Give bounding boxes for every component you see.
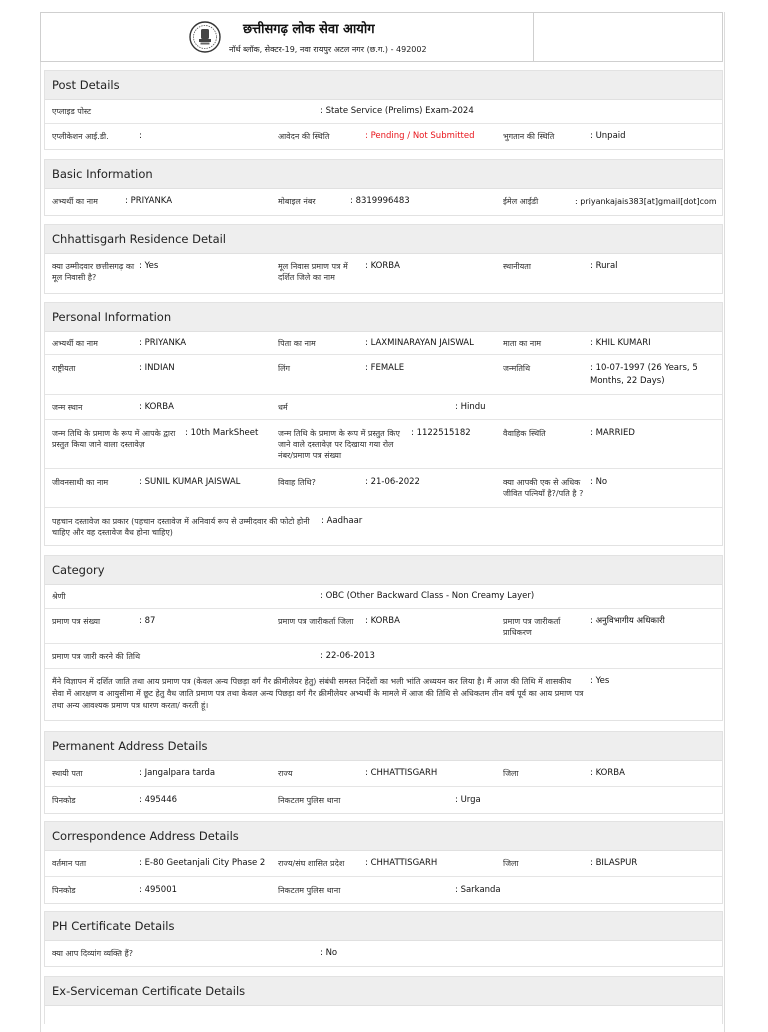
section-title: Category bbox=[52, 563, 105, 577]
table-row bbox=[45, 787, 722, 813]
certificate-issuer-label: प्रमाण पत्र जारीकर्ता प्राधिकरण bbox=[503, 617, 561, 637]
category-value: : OBC (Other Backward Class - Non Creamy Layer) bbox=[320, 591, 535, 601]
application-id-label: एप्लीकेशन आई.डी. bbox=[52, 132, 109, 141]
applied-post-value: : State Service (Prelims) Exam-2024 bbox=[320, 106, 474, 116]
table-row bbox=[45, 124, 722, 149]
header-divider bbox=[533, 13, 534, 61]
father-name-value: : LAXMINARAYAN JAISWAL bbox=[365, 338, 474, 348]
payment-status-label: भुगतान की स्थिति bbox=[503, 132, 555, 141]
religion-label: धर्म bbox=[278, 403, 288, 412]
locality-value: : Rural bbox=[590, 261, 618, 271]
section-title: Post Details bbox=[52, 78, 120, 92]
category-label: श्रेणी bbox=[52, 592, 66, 601]
post-details-section bbox=[44, 70, 723, 150]
org-name: छत्तीसगढ़ लोक सेवा आयोग bbox=[243, 22, 375, 37]
certificate-number-label: प्रमाण पत्र संख्या bbox=[52, 617, 101, 626]
issue-date-label: प्रमाण पत्र जारी करने की तिथि bbox=[52, 652, 141, 661]
section-title: Personal Information bbox=[52, 310, 172, 324]
section-header bbox=[45, 556, 722, 585]
marital-status-value: : MARRIED bbox=[590, 428, 635, 438]
religion-value: : Hindu bbox=[455, 402, 486, 412]
pincode-label: पिनकोड bbox=[52, 796, 76, 805]
mobile-label: मोबाइल नंबर bbox=[278, 197, 316, 206]
category-section bbox=[44, 555, 723, 721]
father-name-label: पिता का नाम bbox=[278, 339, 316, 348]
marriage-date-label: विवाह तिथि? bbox=[278, 478, 316, 487]
birthplace-label: जन्म स्थान bbox=[52, 403, 83, 412]
state-value: : CHHATTISGARH bbox=[365, 858, 438, 868]
residence-section bbox=[44, 224, 723, 294]
police-station-value: : Urga bbox=[455, 795, 481, 805]
section-title: Ex-Serviceman Certificate Details bbox=[52, 984, 246, 998]
nationality-value: : INDIAN bbox=[139, 363, 175, 373]
table-row bbox=[45, 644, 722, 669]
section-title: Chhattisgarh Residence Detail bbox=[52, 232, 227, 246]
permanent-address-section bbox=[44, 731, 723, 814]
candidate-name-value: : PRIYANKA bbox=[125, 196, 173, 206]
dob-proof-label: जन्म तिथि के प्रमाण के रूप में आपके द्वारा प्रस्तुत किया जाने वाला दस्तावेज़ bbox=[52, 429, 176, 449]
applied-post-label: एप्लाइड पोस्ट bbox=[52, 107, 92, 116]
section-header bbox=[45, 977, 722, 1006]
section-title: PH Certificate Details bbox=[52, 919, 175, 933]
spouse-name-label: जीवनसाथी का नाम bbox=[52, 478, 109, 487]
section-header bbox=[45, 732, 722, 761]
mother-name-label: माता का नाम bbox=[503, 339, 542, 348]
section-title: Basic Information bbox=[52, 167, 153, 181]
ph-certificate-section bbox=[44, 911, 723, 967]
current-address-value: : E-80 Geetanjali City Phase 2 bbox=[139, 858, 266, 868]
native-resident-value: : Yes bbox=[139, 261, 159, 271]
police-station-value: : Sarkanda bbox=[455, 885, 501, 895]
district-label: जिला bbox=[503, 859, 519, 868]
roll-number-label: जन्म तिथि के प्रमाण के रूप में प्रस्तुत किए जाने वाले दस्तावेज़ पर दिखाया गया रोल नंबर/प्रमाण पत्र संख्या bbox=[278, 429, 400, 460]
section-header bbox=[45, 71, 722, 100]
table-row bbox=[45, 850, 722, 877]
candidate-name-label: अभ्यर्थी का नाम bbox=[52, 197, 98, 206]
table-row bbox=[45, 331, 722, 355]
declaration-label: मैंने विज्ञापन में दर्शित जाति तथा आय प्रमाण पत्र (केवल अन्य पिछड़ा वर्ग गैर क्रीमीलेयर हेतु) संबंधी समस्त निर्देशों का भली भांति अध्ययन कर लिया है। मैं आज की तिथि में शासकीय सेवा में आरक्षण व आयुसीमा में छूट हेतु वैध जाति प्रमाण पत्र तथा केवल अन्य पिछड़ा वर्ग गैर क्रीमीलेयर अभ्यर्थी के मामले में आज की तिथि से अधिकतम तीन वर्ष पूर्व का आय प्रमाण पत्र तथा अन्य आवश्यक प्रमाण पत्र धारण करता/ करती हूं। bbox=[52, 677, 584, 710]
application-id-value: : bbox=[139, 131, 142, 141]
email-label: ईमेल आईडी bbox=[503, 197, 539, 206]
multiple-spouse-label: क्या आपकी एक से अधिक जीवित पत्नियाँ है?/पति है ? bbox=[503, 478, 584, 498]
ex-serviceman-section bbox=[44, 976, 723, 1024]
section-title: Permanent Address Details bbox=[52, 739, 208, 753]
declaration-value: : Yes bbox=[590, 676, 610, 686]
table-row bbox=[45, 669, 722, 720]
marriage-date-value: : 21-06-2022 bbox=[365, 477, 420, 487]
district-value: : KORBA bbox=[590, 768, 625, 778]
district-value: : BILASPUR bbox=[590, 858, 638, 868]
section-title: Correspondence Address Details bbox=[52, 829, 239, 843]
table-row bbox=[45, 99, 722, 124]
permanent-address-value: : Jangalpara tarda bbox=[139, 768, 216, 778]
pincode-value: : 495001 bbox=[139, 885, 178, 895]
id-document-value: : Aadhaar bbox=[321, 516, 363, 526]
dob-value: : 10-07-1997 (26 Years, 5 Months, 22 Days) bbox=[590, 363, 698, 386]
section-header bbox=[45, 912, 722, 941]
org-address: नॉर्थ ब्लॉक, सेक्टर-19, नवा रायपुर अटल नगर (छ.ग.) - 492002 bbox=[229, 45, 427, 54]
table-row bbox=[45, 940, 722, 966]
table-row bbox=[45, 469, 722, 508]
page-header bbox=[40, 12, 723, 62]
id-document-label: पहचान दस्तावेज का प्रकार (पहचान दस्तावेज में अनिवार्य रूप से उम्मीदवार की फोटो होनी चाहिए और वह दस्तावेज वैध होना चाहिए) bbox=[52, 517, 310, 537]
birthplace-value: : KORBA bbox=[139, 402, 174, 412]
gender-label: लिंग bbox=[278, 364, 290, 373]
basic-information-section bbox=[44, 159, 723, 216]
police-station-label: निकटतम पुलिस थाना bbox=[278, 796, 341, 805]
application-status-label: आवेदन की स्थिति bbox=[278, 132, 330, 141]
district-label: जिला bbox=[503, 769, 519, 778]
section-header bbox=[45, 160, 722, 189]
table-row bbox=[45, 355, 722, 395]
mobile-value: : 8319996483 bbox=[350, 196, 410, 206]
multiple-spouse-value: : No bbox=[590, 477, 608, 487]
candidate-name-label: अभ्यर्थी का नाम bbox=[52, 339, 98, 348]
native-resident-label: क्या उम्मीदवार छत्तीसगढ़ का मूल निवासी है? bbox=[52, 262, 135, 282]
payment-status-value: : Unpaid bbox=[590, 131, 626, 141]
spouse-name-value: : SUNIL KUMAR JAISWAL bbox=[139, 477, 241, 487]
state-label: राज्य/संघ शासित प्रदेश bbox=[278, 859, 345, 868]
state-value: : CHHATTISGARH bbox=[365, 768, 438, 778]
issue-date-value: : 22-06-2013 bbox=[320, 651, 375, 661]
state-emblem-icon bbox=[188, 17, 222, 57]
table-row bbox=[45, 877, 722, 903]
table-row bbox=[45, 584, 722, 609]
table-row bbox=[45, 420, 722, 469]
domicile-district-label: मूल निवास प्रमाण पत्र में दर्शित जिले का नाम bbox=[278, 262, 348, 282]
section-header bbox=[45, 822, 722, 851]
certificate-number-value: : 87 bbox=[139, 616, 156, 626]
nationality-label: राष्ट्रीयता bbox=[52, 364, 76, 373]
application-status-value: : Pending / Not Submitted bbox=[365, 131, 475, 141]
correspondence-address-section bbox=[44, 821, 723, 904]
marital-status-label: वैवाहिक स्थिति bbox=[503, 429, 546, 438]
gender-value: : FEMALE bbox=[365, 363, 405, 373]
disability-label: क्या आप दिव्यांग व्यक्ति हैं? bbox=[52, 949, 133, 958]
permanent-address-label: स्थायी पता bbox=[52, 769, 83, 778]
table-row bbox=[45, 508, 722, 545]
domicile-district-value: : KORBA bbox=[365, 261, 400, 271]
state-label: राज्य bbox=[278, 769, 293, 778]
dob-proof-value: : 10th MarkSheet bbox=[185, 428, 259, 438]
email-value: : priyankajais383[at]gmail[dot]com bbox=[575, 197, 717, 206]
personal-information-section bbox=[44, 302, 723, 546]
candidate-name-value: : PRIYANKA bbox=[139, 338, 187, 348]
certificate-district-label: प्रमाण पत्र जारीकर्ता जिला bbox=[278, 617, 354, 626]
roll-number-value: : 1122515182 bbox=[411, 428, 471, 438]
certificate-district-value: : KORBA bbox=[365, 616, 400, 626]
disability-value: : No bbox=[320, 948, 338, 958]
table-row bbox=[45, 395, 722, 420]
table-row bbox=[45, 609, 722, 644]
certificate-issuer-value: : अनुविभागीय अधिकारी bbox=[590, 616, 665, 626]
table-row bbox=[45, 760, 722, 787]
current-address-label: वर्तमान पता bbox=[52, 859, 87, 868]
table-row bbox=[45, 253, 722, 293]
pincode-value: : 495446 bbox=[139, 795, 178, 805]
section-header bbox=[45, 225, 722, 254]
police-station-label: निकटतम पुलिस थाना bbox=[278, 886, 341, 895]
locality-label: स्थानीयता bbox=[503, 262, 531, 271]
mother-name-value: : KHIL KUMARI bbox=[590, 338, 651, 348]
table-row bbox=[45, 188, 722, 215]
dob-label: जन्मतिथि bbox=[503, 364, 531, 373]
section-header bbox=[45, 303, 722, 332]
pincode-label: पिनकोड bbox=[52, 886, 76, 895]
